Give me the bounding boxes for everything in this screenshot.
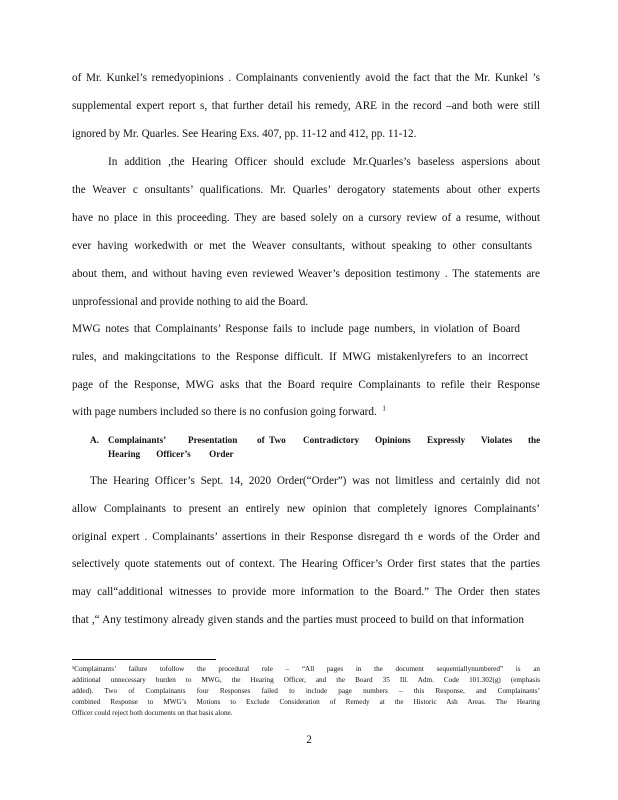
body-line: MWG notes that Complainants’ Response fails to include page numbers, in violation of Board xyxy=(72,323,520,335)
body-line: the Weaver c onsultants’ qualifications. Mr. Quarles’ derogatory statements about other experts xyxy=(72,184,540,196)
body-line: In addition ,the Hearing Officer should exclude Mr.Quarles’s baseless aspersions about xyxy=(108,156,540,168)
section-heading-word: Opinions xyxy=(375,435,411,445)
body-line: ever having workedwith or met the Weaver consultants, without speaking to other consultants xyxy=(72,240,532,252)
footnote-line: combined Response to MWG’s Motions to Exclude Consideration of Remedy at the Historic Ash Areas. The Hearing xyxy=(72,698,540,706)
body-line: of Mr. Kunkel’s remedyopinions . Complainants conveniently avoid the fact that the Mr. Kunkel ’s xyxy=(72,72,540,84)
body-line: have no place in this proceeding. They are based solely on a cursory review of a resume, without xyxy=(72,212,540,224)
footnote-line: added). Two of Complainants four Responses failed to include page numbers – this Response, and Complainants’ xyxy=(72,687,540,695)
body-line: page of the Response, MWG asks that the Board require Complainants to refile their Response xyxy=(72,379,540,391)
section-heading-word: of xyxy=(257,435,265,445)
section-heading-line2: Hearing Officer’s Order xyxy=(108,449,234,459)
body-line: allow Complainants to present an entirely new opinion that completely ignores Complainants’ xyxy=(72,503,540,515)
section-heading-letter: A. xyxy=(90,435,99,445)
footnote-line: ¹Complainants’ failure tofollow the procedural rule – “All pages in the document sequentiallynumbered” is an xyxy=(72,665,540,673)
body-line: selectively quote statements out of context. The Hearing Officer’s Order first states that the parties xyxy=(72,558,540,570)
body-line: that ,“ Any testimony already given stands and the parties must proceed to build on that information xyxy=(72,614,524,626)
footnote-line: Officer could reject both documents on that basis alone. xyxy=(72,709,233,717)
footnote-marker: 1 xyxy=(382,404,386,413)
body-line-with-footnote xyxy=(72,406,540,418)
section-heading-word: Expressly xyxy=(427,435,466,445)
body-line: unprofessional and provide nothing to aid the Board. xyxy=(72,296,309,308)
footnote-line: additional unnecessary burden to MWG, the Hearing Officer, and the Board 35 Ill. Adm. Code 101.302(g) (emphasis xyxy=(72,676,540,684)
body-line: supplemental expert report s, that further detail his remedy, ARE in the record –and both were still xyxy=(72,100,540,112)
body-line: The Hearing Officer’s Sept. 14, 2020 Order(“Order”) was not limitless and certainly did not xyxy=(90,475,540,487)
body-line: original expert . Complainants’ assertions in their Response disregard th e words of the Order and xyxy=(72,531,540,543)
page-number: 2 xyxy=(306,734,312,746)
section-heading-word: Contradictory xyxy=(303,435,360,445)
body-line: ignored by Mr. Quarles. See Hearing Exs. 407, pp. 11-12 and 412, pp. 11-12. xyxy=(72,128,417,140)
body-line: rules, and makingcitations to the Response difficult. If MWG mistakenlyrefers to an incorrect xyxy=(72,351,528,363)
section-heading-word: Complainants’ xyxy=(108,435,167,445)
body-line: may call“additional witnesses to provide more information to the Board.” The Order then states xyxy=(72,586,540,598)
section-heading-word: Two xyxy=(269,435,286,445)
section-heading-word: the xyxy=(528,435,541,445)
section-heading-word: Violates xyxy=(481,435,513,445)
footnote-separator xyxy=(72,659,216,660)
body-line: about them, and without having even reviewed Weaver’s deposition testimony . The statements are xyxy=(72,268,540,280)
body-line-text: with page numbers included so there is no confusion going forward. xyxy=(72,406,377,418)
section-heading-word: Presentation xyxy=(188,435,238,445)
